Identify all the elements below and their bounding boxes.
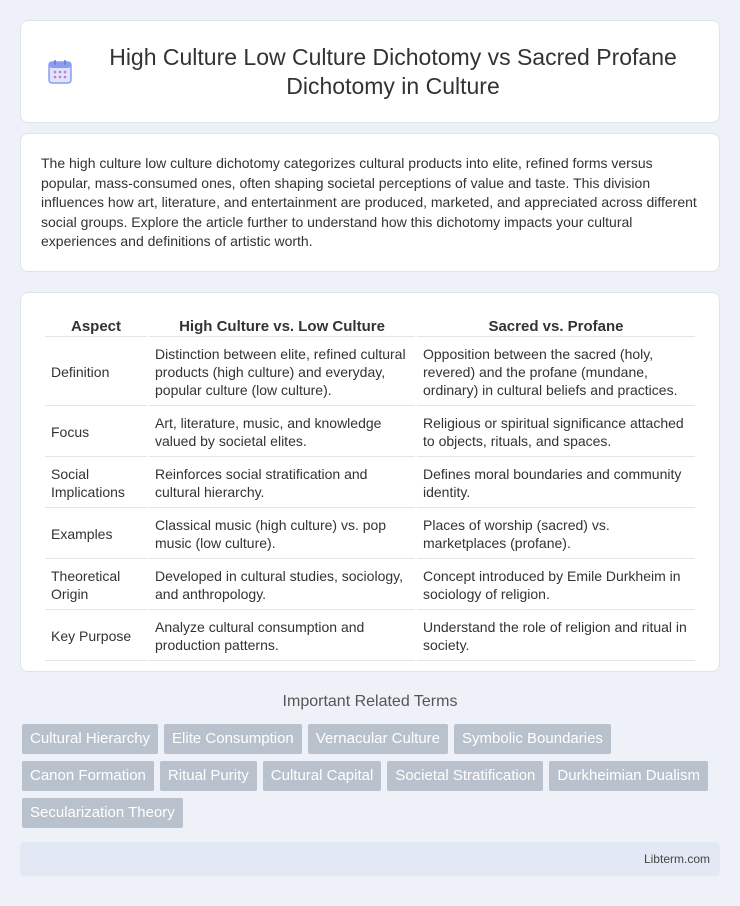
column-header-sacred-profane: Sacred vs. Profane: [417, 315, 695, 337]
aspect-cell: Social Implications: [45, 459, 147, 508]
table-row: [45, 339, 695, 406]
header-card: [20, 20, 720, 123]
aspect-cell: Examples: [45, 510, 147, 559]
high-low-cell: Developed in cultural studies, sociology, and anthropology.: [149, 561, 415, 610]
related-terms-list: [22, 724, 722, 828]
high-low-cell: Classical music (high culture) vs. pop music (low culture).: [149, 510, 415, 559]
sacred-profane-cell: Concept introduced by Emile Durkheim in sociology of religion.: [417, 561, 695, 610]
page-title: High Culture Low Culture Dichotomy vs Sacred Profane Dichotomy in Culture: [109, 43, 677, 99]
footer-site-link[interactable]: Libterm.com: [643, 852, 710, 866]
comparison-table: [43, 313, 697, 663]
table-row: [45, 612, 695, 661]
related-term-tag[interactable]: Cultural Capital: [263, 761, 382, 791]
related-term-tag[interactable]: Secularization Theory: [22, 798, 183, 828]
calendar-icon: [47, 59, 73, 85]
related-term-tag[interactable]: Cultural Hierarchy: [22, 724, 158, 754]
sacred-profane-cell: Places of worship (sacred) vs. marketplaces (profane).: [417, 510, 695, 559]
table-row: [45, 459, 695, 508]
footer: [20, 842, 720, 876]
sacred-profane-cell: Religious or spiritual significance attached to objects, rituals, and spaces.: [417, 408, 695, 457]
related-term-tag[interactable]: Symbolic Boundaries: [454, 724, 611, 754]
related-term-tag[interactable]: Canon Formation: [22, 761, 154, 791]
related-term-tag[interactable]: Ritual Purity: [160, 761, 257, 791]
column-header-aspect: Aspect: [45, 315, 147, 337]
high-low-cell: Distinction between elite, refined cultural products (high culture) and everyday, popular culture (low culture).: [149, 339, 415, 406]
related-term-tag[interactable]: Vernacular Culture: [308, 724, 448, 754]
aspect-cell: Theoretical Origin: [45, 561, 147, 610]
related-terms-heading: Important Related Terms: [282, 693, 458, 710]
comparison-card: [20, 292, 720, 672]
header: [47, 43, 693, 101]
column-header-high-low: High Culture vs. Low Culture: [149, 315, 415, 337]
table-row: [45, 510, 695, 559]
table-row: [45, 408, 695, 457]
high-low-cell: Analyze cultural consumption and production patterns.: [149, 612, 415, 661]
sacred-profane-cell: Understand the role of religion and ritual in society.: [417, 612, 695, 661]
related-term-tag[interactable]: Durkheimian Dualism: [549, 761, 708, 791]
table-header-row: [45, 315, 695, 337]
related-term-tag[interactable]: Societal Stratification: [387, 761, 543, 791]
table-row: [45, 561, 695, 610]
intro-card: [20, 133, 720, 272]
related-term-tag[interactable]: Elite Consumption: [164, 724, 302, 754]
sacred-profane-cell: Opposition between the sacred (holy, revered) and the profane (mundane, ordinary) in cultural beliefs and practices.: [417, 339, 695, 406]
aspect-cell: Focus: [45, 408, 147, 457]
aspect-cell: Key Purpose: [45, 612, 147, 661]
high-low-cell: Art, literature, music, and knowledge valued by societal elites.: [149, 408, 415, 457]
aspect-cell: Definition: [45, 339, 147, 406]
sacred-profane-cell: Defines moral boundaries and community identity.: [417, 459, 695, 508]
high-low-cell: Reinforces social stratification and cultural hierarchy.: [149, 459, 415, 508]
intro-paragraph: The high culture low culture dichotomy categorizes cultural products into elite, refined forms versus popular, mass-consumed ones, often shaping societal perceptions of value and taste. This division influences how art, literature, and entertainment are produced, marketed, and appreciated across different social groups. Explore the article further to understand how this dichotomy impacts your cultural experiences and definitions of artistic worth.: [41, 155, 697, 250]
